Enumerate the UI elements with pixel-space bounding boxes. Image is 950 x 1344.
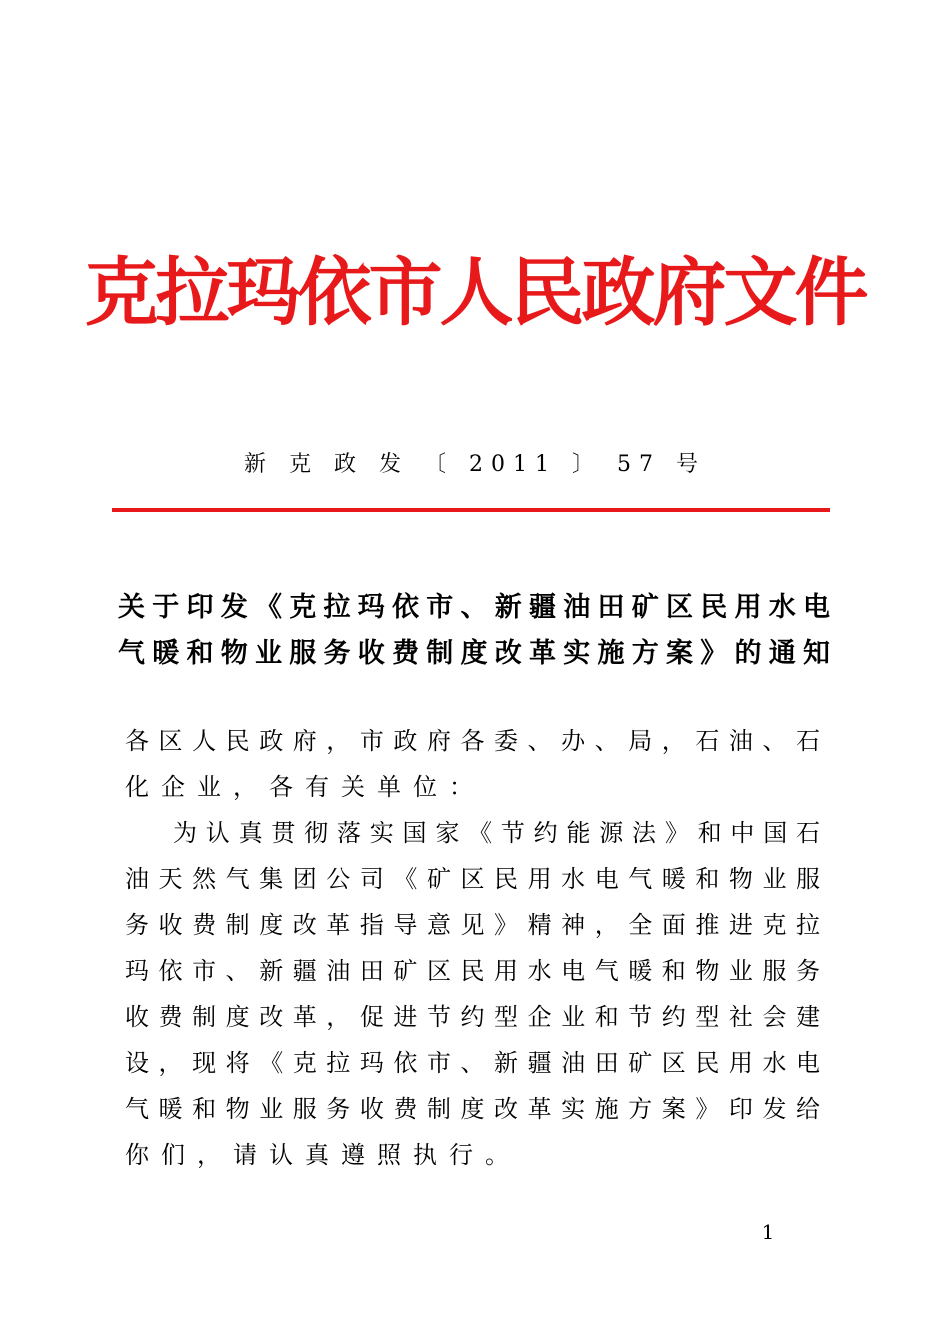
issuer-title: 克拉玛依市人民政府文件 (84, 250, 866, 336)
body-line: 气暖和物业服务收费制度改革实施方案》印发给 (125, 1095, 820, 1123)
body-line: 化企业，各有关单位： (125, 773, 485, 801)
body-line: 各区人民政府，市政府各委、办、局，石油、石 (125, 727, 820, 755)
body-line: 为认真贯彻落实国家《节约能源法》和中国石 (173, 819, 820, 847)
red-divider-line (112, 508, 830, 512)
document-number: 新 克 政 发 〔 2011 〕 57 号 (244, 452, 706, 477)
body-line: 收费制度改革，促进节约型企业和节约型社会建 (125, 1003, 820, 1031)
body-line: 玛依市、新疆油田矿区民用水电气暖和物业服务 (125, 957, 820, 985)
body-line: 设，现将《克拉玛依市、新疆油田矿区民用水电 (125, 1049, 820, 1077)
body-line: 你们，请认真遵照执行。 (125, 1141, 521, 1169)
page-number: 1 (761, 1220, 775, 1244)
notice-title-line: 气暖和物业服务收费制度改革实施方案》的通知 (118, 638, 832, 669)
notice-title-line: 关于印发《克拉玛依市、新疆油田矿区民用水电 (118, 592, 832, 623)
body-line: 务收费制度改革指导意见》精神，全面推进克拉 (125, 911, 820, 939)
notice-body (125, 718, 820, 1178)
notice-title (118, 585, 832, 677)
body-line: 油天然气集团公司《矿区民用水电气暖和物业服 (125, 865, 820, 893)
